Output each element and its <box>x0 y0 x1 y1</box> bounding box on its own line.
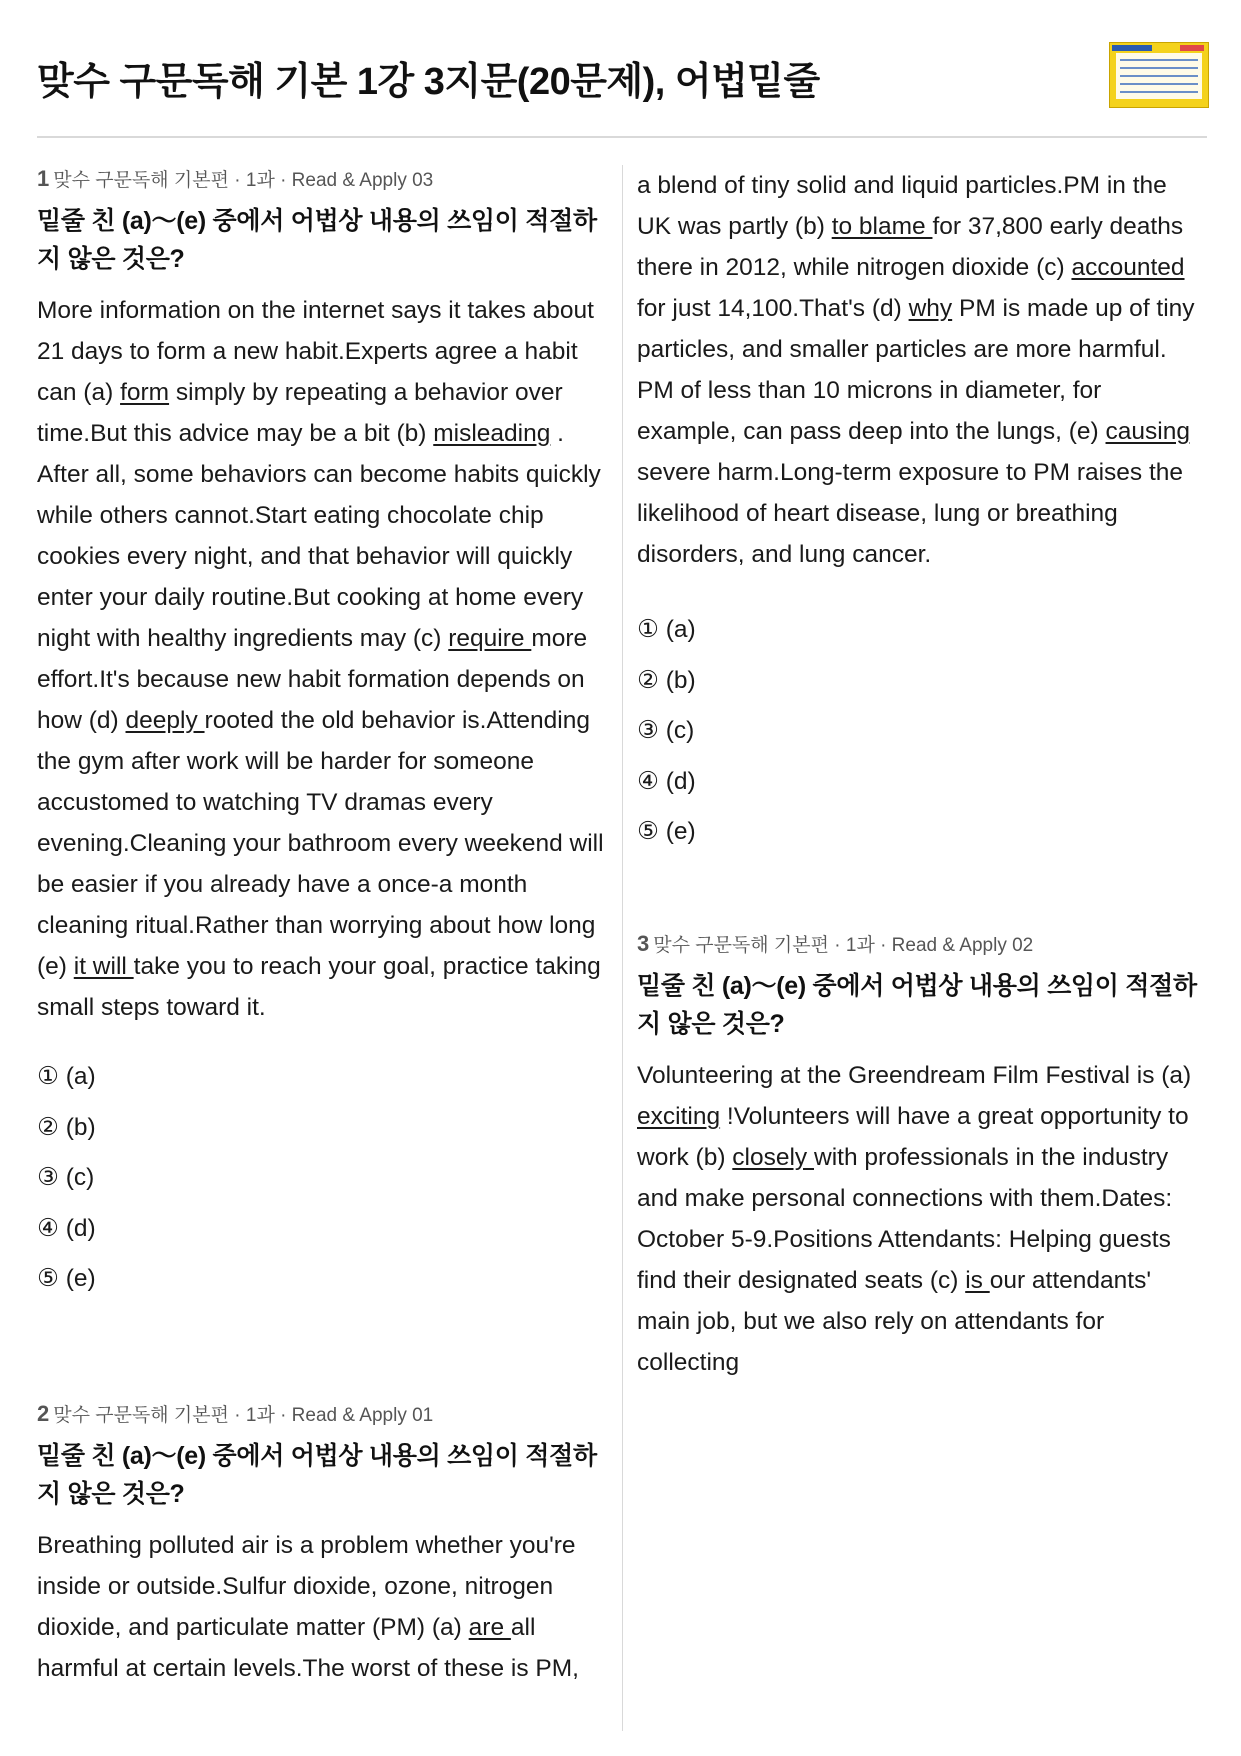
question-2-continued <box>637 165 1207 858</box>
answer-choices <box>637 605 1207 858</box>
question-header <box>37 165 607 192</box>
question-source: 맞수 구문독해 기본편 · 1과 · Read & Apply 02 <box>653 935 1034 956</box>
underlined-b: to blame <box>831 213 933 240</box>
passage: Breathing polluted air is a problem whether you're inside or outside.Sulfur dioxide, ozone, nitrogen dioxide, and particulate matter (PM) (a) are all harmful at certain levels.The worst of these is PM, <box>37 1532 579 1682</box>
underlined-c: accounted <box>1071 254 1185 281</box>
underlined-c: require <box>448 625 532 652</box>
question-header <box>637 930 1207 957</box>
choice-1[interactable]: ① (a) <box>637 616 696 643</box>
thumbnail-tag <box>1180 45 1204 51</box>
passage-continued: a blend of tiny solid and liquid particles.PM in the UK was partly (b) to blame for 37,800 early deaths there in 2012, while nitrogen dioxide (c) accounted for just 14,100.That's (d) why PM is made up of tiny particles, and smaller particles are more harmful. PM of less than 10 microns in diameter, for example, can pass deep into the lungs, (e) causing severe harm.Long-term exposure to PM raises the likelihood of heart disease, lung or breathing disorders, and lung cancer. <box>637 172 1195 568</box>
question-number: 2 <box>37 1401 50 1426</box>
choice-2[interactable]: ② (b) <box>37 1113 96 1141</box>
underlined-a: form <box>120 379 170 406</box>
passage: More information on the internet says it takes about 21 days to form a new habit.Experts agree a habit can (a) form simply by repeating a behavior over time.But this advice may be a bit (b) misleading . After all, some behaviors can become habits quickly while others cannot.Start eating chocolate chip cookies every night, and that behavior will quickly enter your daily routine.But cooking at home every night with healthy ingredients may (c) require more effort.It's because new habit formation depends on how (d) deeply rooted the old behavior is.Attending the gym after work will be harder for someone accustomed to watching TV dramas every evening.Cleaning your bathroom every weekend will be easier if you already have a once-a month cleaning ritual.Rather than worrying about how long (e) it will take you to reach your goal, practice taking small steps toward it. <box>37 297 604 1021</box>
choice-4[interactable]: ④ (d) <box>37 1214 96 1242</box>
page-header <box>37 36 1207 138</box>
choice-5[interactable]: ⑤ (e) <box>637 818 696 845</box>
underlined-a: are <box>468 1614 511 1641</box>
underlined-e: it will <box>73 953 134 980</box>
page-title: 맞수 구문독해 기본 1강 3지문(20문제), 어법밑줄 <box>37 61 820 103</box>
question-header <box>37 1400 607 1427</box>
choice-3[interactable]: ③ (c) <box>637 717 695 744</box>
underlined-b: misleading <box>433 420 551 447</box>
question-source: 맞수 구문독해 기본편 · 1과 · Read & Apply 03 <box>53 170 434 191</box>
worksheet-thumbnail-image[interactable] <box>1109 42 1209 108</box>
underlined-d: deeply <box>125 707 205 734</box>
choice-2[interactable]: ② (b) <box>637 666 696 694</box>
choice-5[interactable]: ⑤ (e) <box>37 1265 96 1292</box>
underlined-b: closely <box>732 1144 814 1171</box>
answer-choices <box>37 1052 607 1305</box>
question-source: 맞수 구문독해 기본편 · 1과 · Read & Apply 01 <box>53 1405 434 1426</box>
question-number: 1 <box>37 166 50 191</box>
underlined-d: why <box>908 295 953 322</box>
question-1 <box>37 165 607 1305</box>
question-prompt: 밑줄 친 (a)〜(e) 중에서 어법상 내용의 쓰임이 적절하지 않은 것은? <box>637 972 1197 1038</box>
choice-1[interactable]: ① (a) <box>37 1063 96 1090</box>
question-2 <box>37 1400 607 1689</box>
choice-4[interactable]: ④ (d) <box>637 767 696 795</box>
question-3 <box>637 930 1207 1383</box>
underlined-a: exciting <box>637 1103 721 1130</box>
underlined-c: is <box>965 1267 990 1294</box>
question-prompt: 밑줄 친 (a)〜(e) 중에서 어법상 내용의 쓰임이 적절하지 않은 것은? <box>37 207 597 273</box>
column-divider <box>622 165 623 1731</box>
question-number: 3 <box>637 931 650 956</box>
thumbnail-body <box>1116 53 1202 99</box>
thumbnail-logo <box>1112 45 1152 51</box>
choice-3[interactable]: ③ (c) <box>37 1164 95 1191</box>
passage: Volunteering at the Greendream Film Festival is (a) exciting !Volunteers will have a great opportunity to work (b) closely with professionals in the industry and make personal connections with them.Dates: October 5-9.Positions Attendants: Helping guests find their designated seats (c) is our attendants' main job, but we also rely on attendants for collecting <box>637 1062 1192 1376</box>
underlined-e: causing <box>1105 418 1190 445</box>
question-prompt: 밑줄 친 (a)〜(e) 중에서 어법상 내용의 쓰임이 적절하지 않은 것은? <box>37 1442 597 1508</box>
